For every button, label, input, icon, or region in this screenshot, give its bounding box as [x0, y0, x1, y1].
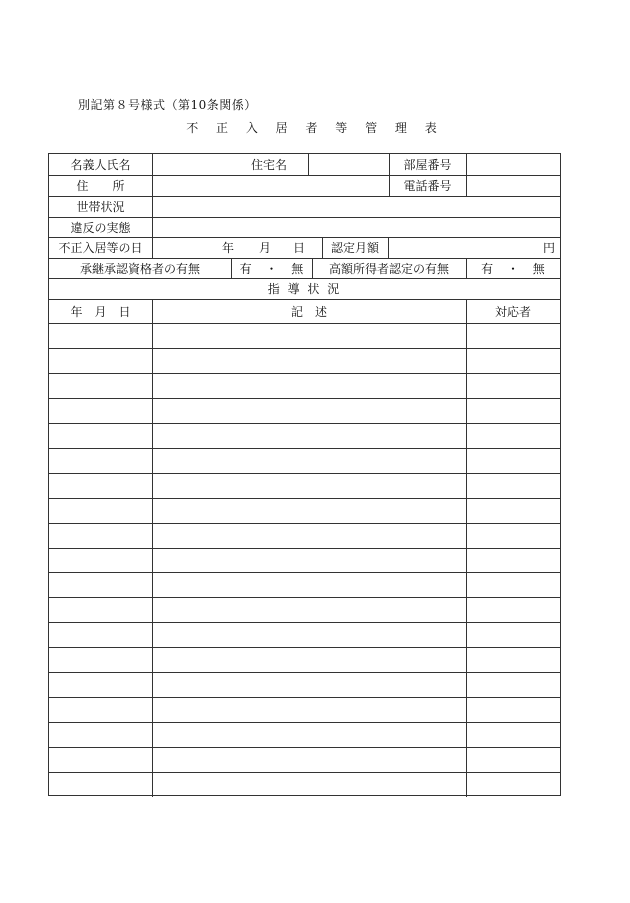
guidance-section-title: 指 導 状 況 [267, 282, 342, 296]
phone-number-field [466, 175, 560, 196]
successor-eligibility-label: 承継承認資格者の有無 [79, 261, 200, 276]
guidance-row-date [49, 523, 152, 548]
guidance-row-record [152, 473, 466, 498]
guidance-row-date [49, 423, 152, 448]
guidance-row-date [49, 323, 152, 348]
certified-rent-label: 認定月額 [330, 241, 379, 255]
guidance-row-record [152, 373, 466, 398]
guidance-row-date [49, 448, 152, 473]
guidance-row-record [152, 548, 466, 573]
guidance-row-record [152, 398, 466, 423]
guidance-row-handler [466, 498, 560, 523]
form-number-note: 別記第８号様式（第10条関係） [78, 98, 257, 112]
guidance-row-date [49, 398, 152, 423]
household-status-field [152, 196, 560, 217]
phone-number-label: 電話番号 [403, 179, 452, 193]
guidance-record-header: 記 述 [290, 304, 327, 319]
guidance-row-record [152, 697, 466, 722]
guidance-row-handler [466, 423, 560, 448]
address-label: 住 所 [76, 179, 125, 193]
guidance-row-date [49, 647, 152, 672]
guidance-handler-header: 対応者 [494, 304, 531, 319]
guidance-row-record [152, 597, 466, 622]
guidance-row-handler [466, 672, 560, 697]
guidance-row-handler [466, 398, 560, 423]
guidance-row-record [152, 772, 466, 797]
yen-unit: 円 [542, 241, 555, 255]
year-unit: 年 [222, 241, 235, 255]
guidance-row-handler [466, 697, 560, 722]
guidance-row-handler [466, 448, 560, 473]
guidance-row-date [49, 498, 152, 523]
guidance-row-record [152, 448, 466, 473]
high-income-yes-no: 有 ・ 無 [481, 261, 550, 276]
guidance-row-handler [466, 772, 560, 797]
guidance-row-handler [466, 473, 560, 498]
guidance-date-header: 年 月 日 [70, 304, 131, 319]
housing-name-field [308, 154, 389, 175]
holder-name-field [152, 154, 230, 175]
management-table [48, 153, 561, 796]
guidance-row-record [152, 498, 466, 523]
guidance-row-date [49, 747, 152, 772]
guidance-row-record [152, 747, 466, 772]
guidance-row-handler [466, 572, 560, 597]
guidance-row-handler [466, 548, 560, 573]
day-unit: 日 [293, 241, 306, 255]
guidance-row-date [49, 622, 152, 647]
guidance-row-date [49, 473, 152, 498]
guidance-row-record [152, 523, 466, 548]
guidance-row-date [49, 697, 152, 722]
violation-facts-field [152, 217, 560, 237]
guidance-row-record [152, 348, 466, 373]
guidance-row-handler [466, 597, 560, 622]
guidance-row-handler [466, 647, 560, 672]
guidance-row-date [49, 572, 152, 597]
unauthorized-date-label: 不正入居等の日 [58, 241, 143, 255]
month-unit: 月 [259, 241, 272, 255]
guidance-row-handler [466, 523, 560, 548]
holder-name-label: 名義人氏名 [70, 158, 131, 172]
violation-facts-label: 違反の実態 [70, 220, 131, 235]
guidance-row-record [152, 722, 466, 747]
guidance-row-record [152, 622, 466, 647]
high-income-label: 高額所得者認定の有無 [328, 261, 449, 276]
guidance-row-handler [466, 722, 560, 747]
guidance-row-handler [466, 747, 560, 772]
housing-name-label: 住宅名 [250, 158, 287, 172]
guidance-row-handler [466, 622, 560, 647]
guidance-row-handler [466, 348, 560, 373]
address-field [152, 175, 389, 196]
guidance-row-handler [466, 323, 560, 348]
guidance-row-handler [466, 373, 560, 398]
guidance-row-date [49, 548, 152, 573]
room-number-field [466, 154, 560, 175]
guidance-row-date [49, 672, 152, 697]
room-number-label: 部屋番号 [403, 158, 452, 172]
guidance-row-date [49, 348, 152, 373]
guidance-row-record [152, 572, 466, 597]
guidance-row-date [49, 772, 152, 797]
household-status-label: 世帯状況 [76, 200, 125, 214]
guidance-row-record [152, 323, 466, 348]
guidance-row-date [49, 722, 152, 747]
guidance-row-record [152, 647, 466, 672]
guidance-row-record [152, 423, 466, 448]
guidance-row-date [49, 597, 152, 622]
successor-yes-no: 有 ・ 無 [239, 261, 309, 276]
guidance-row-date [49, 373, 152, 398]
guidance-row-record [152, 672, 466, 697]
form-title: 不 正 入 居 者 等 管 理 表 [186, 121, 444, 135]
